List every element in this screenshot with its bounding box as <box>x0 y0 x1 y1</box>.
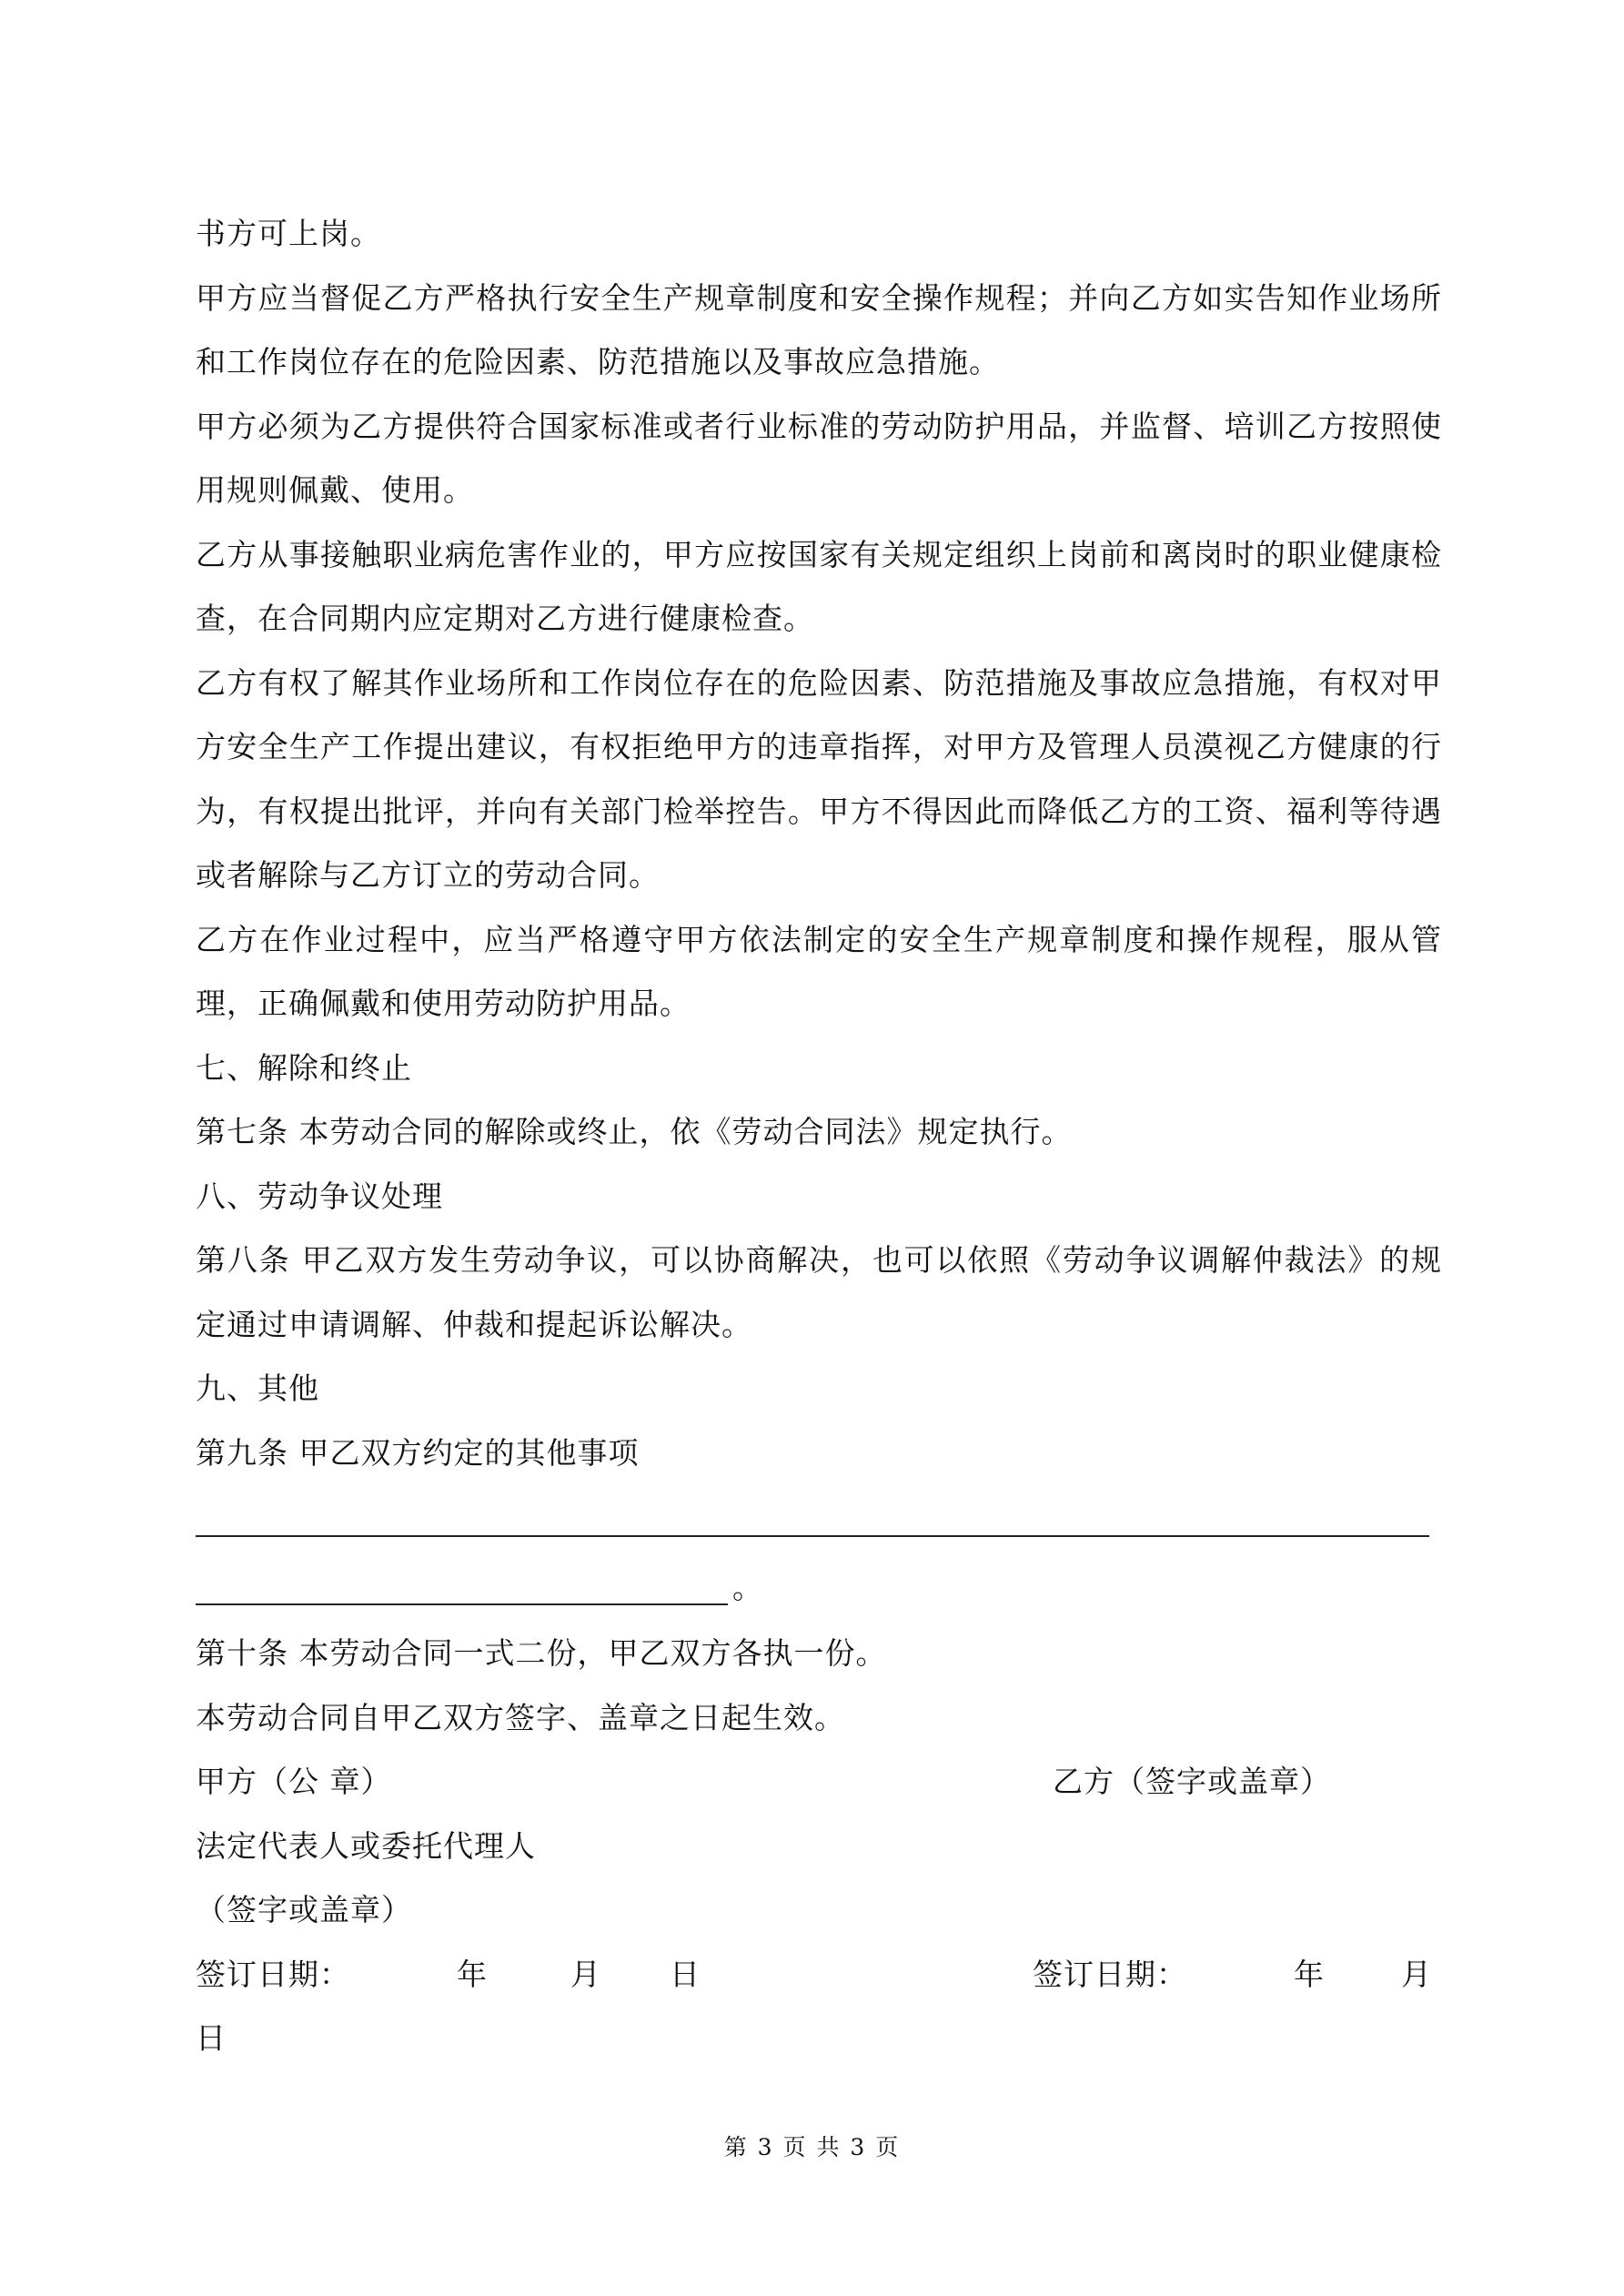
date-label: 签订日期： <box>196 1956 350 1992</box>
effective-clause: 本劳动合同自甲乙双方签字、盖章之日起生效。 <box>196 1699 845 1735</box>
day-char: 日 <box>196 2020 227 2056</box>
paragraph: 乙方从事接触职业病危害作业的，甲方应按国家有关规定组织上岗前和离岗时的职业健康检查，在合同期内应定期对乙方进行健康检查。 <box>196 536 1442 636</box>
paragraph: 乙方有权了解其作业场所和工作岗位存在的危险因素、防范措施及事故应急措施，有权对甲方安全生产工作提出建议，有权拒绝甲方的违章指挥，对甲方及管理人员漠视乙方健康的行为，有权提出批评，并向有关部门检举控告。甲方不得因此而降低乙方的工资、福利等待遇或者解除与乙方订立的劳动合同。 <box>196 664 1442 893</box>
representative-label: 法定代表人或委托代理人 <box>196 1827 536 1864</box>
fill-in-blank-line-2 <box>196 1553 1442 1622</box>
signature-parties-row <box>196 1750 1442 1815</box>
article-8: 第八条 甲乙双方发生劳动争议，可以协商解决，也可以依照《劳动争议调解仲裁法》的规定通过申请调解、仲裁和提起诉讼解决。 <box>196 1242 1442 1342</box>
paragraph: 甲方必须为乙方提供符合国家标准或者行业标准的劳动防护用品，并监督、培训乙方按照使用规则佩戴、使用。 <box>196 408 1442 508</box>
article-10: 第十条 本劳动合同一式二份，甲乙双方各执一份。 <box>196 1635 887 1671</box>
article-9: 第九条 甲乙双方约定的其他事项 <box>196 1434 640 1471</box>
signing-date-row <box>196 1943 1442 2008</box>
paragraph: 乙方在作业过程中，应当严格遵守甲方依法制定的安全生产规章制度和操作规程，服从管理，正确佩戴和使用劳动防护用品。 <box>196 921 1442 1021</box>
representative-row <box>196 1815 1442 1879</box>
fill-in-blank-line-1 <box>196 1485 1442 1553</box>
section-heading: 八、劳动争议处理 <box>196 1178 443 1214</box>
party-a-label: 甲方（公 章） <box>196 1764 392 1799</box>
month-char: 月 <box>1401 1956 1432 1992</box>
blank-end-mark: 。 <box>732 1569 763 1605</box>
article-7: 第七条 本劳动合同的解除或终止，依《劳动合同法》规定执行。 <box>196 1114 1073 1149</box>
month-char: 月 <box>570 1956 601 1992</box>
page-footer <box>0 2129 1624 2162</box>
representative-sign-note: （签字或盖章） <box>196 1892 412 1927</box>
party-b-label: 乙方（签字或盖章） <box>1053 1764 1331 1799</box>
contract-body <box>196 202 1442 2071</box>
page-indicator: 第 3 页 共 3 页 <box>723 2134 901 2160</box>
day-char: 日 <box>670 1956 701 1992</box>
year-char: 年 <box>457 1956 488 1992</box>
paragraph: 书方可上岗。 <box>196 216 381 251</box>
section-heading: 九、其他 <box>196 1371 319 1406</box>
underline-rule <box>196 1603 728 1605</box>
section-heading: 七、解除和终止 <box>196 1049 412 1086</box>
representative-sign-row <box>196 1878 1442 1943</box>
year-char: 年 <box>1294 1956 1325 1992</box>
paragraph: 甲方应当督促乙方严格执行安全生产规章制度和安全操作规程；并向乙方如实告知作业场所和工作岗位存在的危险因素、防范措施以及事故应急措施。 <box>196 279 1442 379</box>
signing-date-wrap-row <box>196 2007 1442 2071</box>
date-label: 签订日期： <box>1033 1956 1187 1992</box>
underline-rule <box>196 1535 1429 1537</box>
